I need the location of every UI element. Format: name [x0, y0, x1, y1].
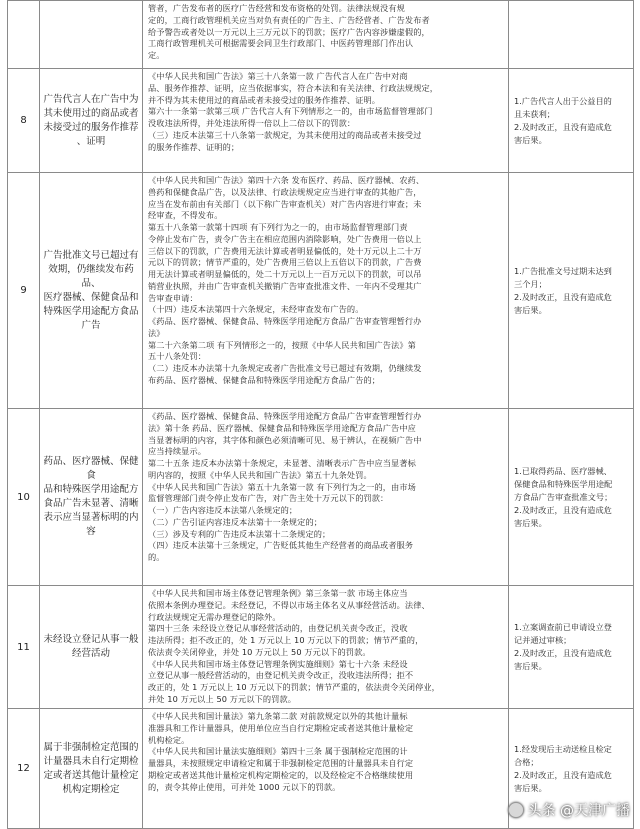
- row-number: [8, 1, 40, 69]
- legal-basis-line: 《中华人民共和国计量法》第九条第二款 对前款规定以外的其他计量标: [148, 711, 408, 721]
- exemption-condition-line: 三个月；: [514, 278, 547, 289]
- legal-basis-line: 用无法计算或者明显偏低的，处二十万元以上一百万元以下的罚款，可以吊: [148, 269, 422, 279]
- exemption-condition-line: 2.及时改正，且没有造成危: [514, 769, 612, 780]
- legal-basis-line: 依照本条例办理登记。未经登记，不得以市场主体名义从事经营活动。法律、: [148, 599, 430, 610]
- legal-basis-line: 给予警告或者处以一万元以上三万元以下的罚款；医疗广告内容涉嫌虚假的，: [148, 26, 430, 37]
- exemption-condition-line: 害后果。: [514, 517, 547, 528]
- violation-name: [40, 1, 143, 69]
- violation-name-line: 表示应当显著标明的内: [43, 512, 139, 523]
- legal-basis-line: 量器具，未按照规定申请检定和属于非强制检定范围的计量器具未自行定: [148, 758, 414, 768]
- exemption-condition-line: 合格；: [514, 756, 539, 767]
- violation-name: [40, 586, 143, 709]
- legal-basis: [143, 709, 509, 829]
- exemption-condition-line: 记并通过审核；: [514, 635, 572, 645]
- legal-basis-line: 第二十五条 违反本办法第十条规定，未显著、清晰表示广告中应当显著标: [148, 458, 416, 468]
- exemption-conditions: [509, 586, 634, 709]
- legal-basis-line: 三倍以下的罚款，广告费用无法计算或者明显偏低的，处十万元以上二十万: [148, 245, 422, 256]
- violation-name-line: 药品、医疗器械、保健食: [43, 456, 139, 481]
- violation-name: [40, 709, 143, 829]
- exemption-condition-line: 2.及时改正，且没有造成危: [514, 648, 612, 658]
- exemption-condition-line: 2.及时改正，且没有造成危: [514, 121, 612, 132]
- legal-basis-line: 五十八条处罚：: [148, 351, 207, 362]
- violation-name-line: 广告: [81, 319, 101, 331]
- legal-basis-line: （三）违反本法第三十八条第一款规定，为其未使用过的商品或者未接受过: [148, 129, 422, 140]
- legal-basis: [143, 586, 509, 709]
- violation-name-line: 特殊医学用途配方食品: [43, 305, 139, 317]
- legal-basis-line: 告审查申请：: [148, 292, 198, 303]
- table-row: [8, 173, 634, 409]
- legal-basis-line: 《药品、医疗器械、保健食品、特殊医学用途配方食品广告审查管理暂行办: [148, 411, 422, 421]
- legal-basis-line: 应当在发布前由有关部门（以下称广告审查机关）对广告内容进行审查；未: [148, 198, 422, 209]
- violation-name-line: 广告批准文号已超过有: [43, 249, 139, 261]
- violation-name-line: 计量器具未自行定期检: [43, 755, 139, 767]
- legal-basis: [143, 409, 509, 586]
- legal-basis-line: 《中华人民共和国广告法》第四十六条 发布医疗、药品、医疗器械、农药、: [148, 175, 425, 185]
- exemption-conditions: [509, 173, 634, 409]
- violation-name-line: 效期，仍继续发布药品、: [48, 263, 134, 289]
- exemption-conditions: [509, 1, 634, 69]
- violation-name: [40, 69, 143, 173]
- exemption-conditions: [509, 69, 634, 173]
- legal-basis-line: 兽药和保健食品广告，以及法律、行政法规规定应当进行审查的其他广告，: [148, 186, 422, 197]
- legal-basis-line: 第二十六条第二项 有下列情形之一的，按照《中华人民共和国广告法》第: [148, 339, 416, 350]
- exemption-condition-line: 害后果。: [514, 661, 547, 671]
- violation-name-line: 食品广告未显著、清晰: [43, 498, 139, 509]
- violation-name-line: 未接受过的服务作推荐: [43, 121, 139, 133]
- legal-basis-line: 的，责令其停止使用，可并处 1000 元以下的罚款。: [148, 781, 341, 792]
- legal-basis-line: 准器具和工作计量器具，使用单位应当自行定期检定或者送其他计量检定: [148, 722, 414, 733]
- exemption-condition-line: 2.及时改正，且没有造成危: [514, 291, 612, 302]
- legal-basis-line: 《药品、医疗器械、保健食品、特殊医学用途配方食品广告审查管理暂行办: [148, 316, 422, 326]
- legal-basis-line: 令停止发布广告，责令广告主在相应范围内消除影响，处广告费用一倍以上: [148, 233, 422, 244]
- table-row: [8, 1, 634, 69]
- legal-basis-line: 违法所得；拒不改正的，处 1 万元以上 10 万元以下的罚款；情节严重的，: [148, 635, 424, 645]
- legal-basis-line: （十四）违反本法第四十六条规定，未经审查发布广告的。: [148, 304, 364, 315]
- legal-basis-line: 布药品、医疗器械、保健食品和特殊医学用途配方食品广告的；: [148, 374, 381, 385]
- violation-name-line: 广告代言人在广告中为: [43, 93, 139, 105]
- violation-name-line: 经营活动: [71, 648, 110, 659]
- legal-basis-line: 没收违法所得，并处违法所得一倍以上二倍以下的罚款：: [148, 118, 356, 128]
- row-number: 10: [8, 409, 40, 586]
- violation-name-line: 品和特殊医学用途配方: [43, 484, 139, 495]
- legal-basis-line: 机构检定。: [148, 734, 190, 745]
- exemption-condition-line: 害后果。: [514, 304, 547, 315]
- row-number: 8: [8, 69, 40, 173]
- legal-basis-line: 期检定或者送其他计量检定机构定期检定的，以及经检定不合格继续使用: [148, 769, 414, 780]
- legal-basis-line: 法》: [148, 327, 165, 338]
- legal-basis-line: 《中华人民共和国广告法》第三十八条第一款 广告代言人在广告中对商: [148, 71, 408, 81]
- violation-name-line: 其未使用过的商品或者: [43, 107, 139, 119]
- toutiao-logo-icon: [508, 802, 524, 818]
- legal-basis-line: 的。: [148, 552, 165, 562]
- exemption-condition-line: 1.经发现后主动送检且检定: [514, 743, 612, 754]
- legal-basis-line: 元以下的罚款；情节严重的，处广告费用三倍以上五倍以下的罚款，广告费: [148, 257, 422, 268]
- violation-name: [40, 409, 143, 586]
- legal-basis-line: 行政法规规定无需办理登记的除外。: [148, 611, 281, 622]
- table-row: [8, 409, 634, 586]
- row-number: 11: [8, 586, 40, 709]
- table-row: [8, 69, 634, 173]
- table-row: [8, 586, 634, 709]
- legal-basis-line: 并不得为其未使用过的商品或者未接受过的服务作推荐、证明。: [148, 94, 381, 105]
- legal-basis-line: （三）涉及专利的广告违反本法第十二条规定的；: [148, 528, 331, 539]
- row-number: 12: [8, 709, 40, 829]
- legal-basis-line: 《中华人民共和国市场主体登记管理条例实施细则》第七十六条 未经设: [148, 658, 408, 669]
- legal-basis-line: 管者，广告发布者的医疗广告经营和发布资格的处罚。法律法规没有规: [148, 3, 405, 13]
- legal-basis-line: 明内容的，按照《中华人民共和国广告法》第五十九条处罚。: [148, 469, 372, 480]
- legal-basis-line: 的服务作推荐、证明的；: [148, 141, 240, 152]
- exemption-condition-line: 害后果。: [514, 134, 547, 145]
- legal-basis-line: （一）广告内容违反本法第八条规定的；: [148, 505, 298, 515]
- legal-basis-line: 并处 10 万元以上 50 万元以下的罚款。: [148, 693, 297, 704]
- violation-name-line: 容: [86, 526, 96, 537]
- exemption-condition-line: 1.已取得药品、医疗器械、: [514, 465, 612, 476]
- legal-basis-line: 依法责令关闭停业，并处 10 万元以上 50 万元以下的罚款。: [148, 646, 371, 657]
- regulation-table: [7, 0, 634, 829]
- legal-basis-line: 当显著标明的内容，其字体和颜色必须清晰可见、易于辨认，在视频广告中: [148, 434, 422, 445]
- violation-name-line: 医疗器械、保健食品和: [43, 291, 139, 303]
- legal-basis: [143, 1, 509, 69]
- legal-basis-line: 定的，工商行政管理机关应当对负有责任的广告主、广告经营者、广告发布者: [148, 14, 430, 25]
- watermark-text: 头条 @天津广播: [527, 803, 630, 819]
- legal-basis-line: （二）广告引证内容违反本法第十一条规定的；: [148, 516, 323, 527]
- exemption-condition-line: 方食品广告审查批准文号；: [514, 491, 613, 502]
- legal-basis: [143, 69, 509, 173]
- exemption-condition-line: 1.广告批准文号过期未达到: [514, 265, 612, 276]
- exemption-condition-line: 害后果。: [514, 782, 547, 793]
- row-number: 9: [8, 173, 40, 409]
- watermark: [508, 800, 630, 820]
- exemption-conditions: [509, 409, 634, 586]
- legal-basis-line: 《中华人民共和国市场主体登记管理条例》第三条第一款 市场主体应当: [148, 588, 408, 598]
- legal-basis-line: 经审查，不得发布。: [148, 210, 223, 221]
- violation-name: [40, 173, 143, 409]
- legal-basis-line: 立登记从事一般经营活动的，由登记机关责令改正，没收违法所得；拒不: [148, 670, 414, 681]
- legal-basis-line: 工商行政管理机关可根据需要会同卫生行政部门、中医药管理部门作出认: [148, 38, 414, 49]
- violation-name-line: 未经设立登记从事一般: [43, 634, 139, 645]
- exemption-condition-line: 2.及时改正，且没有造成危: [514, 504, 612, 515]
- exemption-condition-line: 1.立案调查前已申请设立登: [514, 622, 612, 632]
- legal-basis-line: 第五十八条第一款第十四项 有下列行为之一的，由市场监督管理部门责: [148, 222, 408, 232]
- legal-basis-line: 销营业执照，并由广告审查机关撤销广告审查批准文件、一年内不受理其广: [148, 280, 422, 291]
- legal-basis-line: （二）违反本办法第十九条规定或者广告批准文号已超过有效期，仍继续发: [148, 363, 422, 373]
- violation-name-line: 定或者送其他计量检定: [43, 769, 139, 781]
- exemption-condition-line: 保健食品和特殊医学用途配: [514, 478, 613, 489]
- violation-name-line: 、证明: [76, 135, 106, 147]
- legal-basis-line: 第六十一条第一款第三项 广告代言人有下列情形之一的，由市场监督管理部门: [148, 106, 433, 117]
- legal-basis-line: 第四十三条 未经设立登记从事经营活动的，由登记机关责令改正，没收: [148, 623, 408, 634]
- exemption-condition-line: 1.广告代言人出于公益目的: [514, 95, 612, 106]
- legal-basis: [143, 173, 509, 409]
- legal-basis-line: 品、服务作推荐、证明，应当依据事实，符合本法和有关法律、行政法规规定，: [148, 82, 439, 93]
- legal-basis-line: 法》第十条 药品、医疗器械、保健食品和特殊医学用途配方食品广告中应: [148, 422, 416, 433]
- legal-basis-line: 定。: [148, 50, 165, 60]
- legal-basis-line: 改正的，处 1 万元以上 10 万元以下的罚款；情节严重的，依法责令关闭停业，: [148, 682, 440, 692]
- legal-basis-line: 监督管理部门责令停止发布广告，对广告主处十万元以下的罚款：: [148, 493, 389, 504]
- legal-basis-line: 应当持续显示。: [148, 446, 207, 457]
- legal-basis-line: 《中华人民共和国计量法实施细则》第四十三条 属于强制检定范围的计: [148, 746, 408, 757]
- legal-basis-line: 《中华人民共和国广告法》第五十九条第一款 有下列行为之一的，由市场: [148, 481, 416, 492]
- violation-name-line: 机构定期检定: [62, 783, 120, 795]
- violation-name-line: 属于非强制检定范围的: [43, 741, 139, 753]
- exemption-condition-line: 且未获利；: [514, 108, 555, 119]
- legal-basis-line: （四）违反本法第十三条规定，广告贬低其他生产经营者的商品或者服务: [148, 540, 414, 551]
